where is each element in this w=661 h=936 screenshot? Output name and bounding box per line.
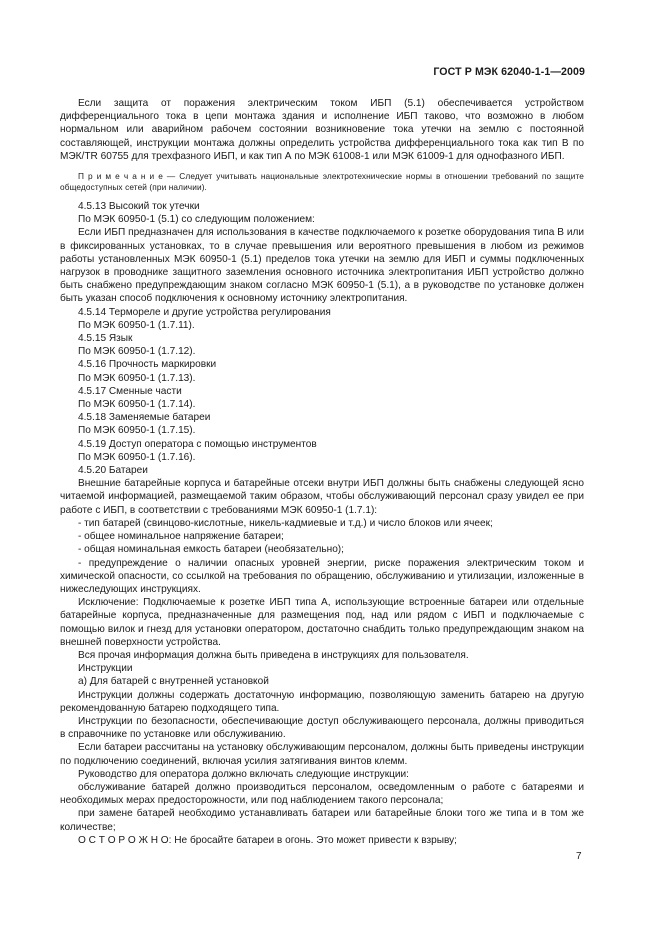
section-4-5-16-title: 4.5.16 Прочность маркировки xyxy=(78,359,217,371)
page-number: 7 xyxy=(576,851,582,862)
list-item: - общая номинальная емкость батареи (необязательно); xyxy=(78,544,344,556)
caution-text: Не бросайте батареи в огонь. Это может привести к взрыву; xyxy=(171,834,457,846)
section-4-5-13-title: 4.5.13 Высокий ток утечки xyxy=(78,201,200,213)
section-4-5-15-title: 4.5.15 Язык xyxy=(78,333,133,345)
list-item: - тип батарей (свинцово-кислотные, никель-кадмиевые и т.д.) и число блоков или ячеек; xyxy=(78,517,493,529)
caution-line xyxy=(60,834,584,847)
instructions-paragraph: Инструкции по безопасности, обеспечивающие доступ обслуживающего персонала, должны приводиться в справочнике по установке или обслуживанию. xyxy=(60,715,584,741)
section-4-5-19-ref: По МЭК 60950-1 (1.7.16). xyxy=(78,451,196,463)
instructions-paragraph: Инструкции должны содержать достаточную информацию, позволяющую заменить батарею на другую рекомендованную батарею подходящего типа. xyxy=(60,689,584,714)
instructions-paragraph: Если батареи рассчитаны на установку обслуживающим персоналом, должны быть приведены инструкции по подключению соединений, включая усилия затягивания винтов клемм. xyxy=(60,742,584,767)
paragraph-rcd: Если защита от поражения электрическим током ИБП (5.1) обеспечивается устройством дифференциального тока в цепи монтажа здания и исполнение ИБП таково, что возможно в любом нормальном или аварийном рабочем состоянии возникновение тока утечки на землю с постоянной составляющей, инструкции монтажа должны определить устройства дифференциального тока как тип В по МЭК/TR 60755 для трехфазного ИБП, и как тип А по МЭК 61008-1 или МЭК 61009-1 для однофазного ИБП. xyxy=(60,98,584,162)
section-4-5-18-ref: По МЭК 60950-1 (1.7.15). xyxy=(78,425,196,437)
section-4-5-15-ref: По МЭК 60950-1 (1.7.12). xyxy=(78,346,196,358)
list-item: - общее номинальное напряжение батареи; xyxy=(78,531,284,543)
caution-label: О С Т О Р О Ж Н О: xyxy=(78,834,172,846)
instructions-paragraph: Руководство для оператора должно включать следующие инструкции: xyxy=(78,768,409,780)
section-4-5-16-ref: По МЭК 60950-1 (1.7.13). xyxy=(78,372,196,384)
exception-paragraph: Исключение: Подключаемые к розетке ИБП типа А, использующие встроенные батареи или отдельные батарейные корпуса, предназначенные для размещения под, над или рядом с ИБП и подключаемые с помощью вилок и гнезд для установки оператором, достаточно снабдить только предупреждающим знаком на внешней поверхности устройства. xyxy=(60,597,584,648)
instructions-item-a: а) Для батарей с внутренней установкой xyxy=(78,676,269,688)
document-body xyxy=(60,97,584,847)
instructions-paragraph: обслуживание батарей должно производиться персоналом, осведомленным о работе с батареями и необходимых мерах предосторожности, или под наблюдением такого персонала; xyxy=(60,781,584,807)
section-4-5-20-body: Внешние батарейные корпуса и батарейные отсеки внутри ИБП должны быть снабжены следующей ясно читаемой информацией, размещаемой таким образом, чтобы обслуживающий персонал сразу увидел ее при работе с ИБП, в соответствии с требованиями МЭК 60950-1 (1.7.1): xyxy=(60,478,584,516)
instructions-paragraph: при замене батарей необходимо устанавливать батареи или батарейные блоки того же типа и в том же количестве; xyxy=(60,808,584,833)
section-4-5-13-ref: По МЭК 60950-1 (5.1) со следующим положением: xyxy=(78,214,315,226)
note xyxy=(60,171,584,193)
section-4-5-13-body: Если ИБП предназначен для использования в качестве подключаемого к розетке оборудования типа В или в фиксированных установках, то в случае превышения или вероятного превышения в любом из режимов работы установленных МЭК 60950-1 (5.1) пределов тока утечки на землю для ИБП и суммы подключенных нагрузок в проводнике защитного заземления основного источника электропитания ИБП устройство должно быть снабжено предупреждающим знаком согласно МЭК 60950-1 (5.1), а в руководстве по установке должен быть указан способ подключения к основному источнику электропитания. xyxy=(60,227,584,305)
section-4-5-14-title: 4.5.14 Термореле и другие устройства регулирования xyxy=(78,306,331,318)
section-4-5-17-title: 4.5.17 Сменные части xyxy=(78,385,182,397)
instructions-heading: Инструкции xyxy=(78,663,133,675)
list-item: - предупреждение о наличии опасных уровней энергии, риске поражения электрическим током и химической опасности, со ссылкой на требования по обращению, обслуживанию и утилизации, изложенные в нижеследующих инструкциях. xyxy=(60,557,584,595)
section-4-5-14-ref: По МЭК 60950-1 (1.7.11). xyxy=(78,319,195,331)
section-4-5-19-title: 4.5.19 Доступ оператора с помощью инструментов xyxy=(78,438,317,450)
section-4-5-20-title: 4.5.20 Батареи xyxy=(78,465,148,477)
note-label: П р и м е ч а н и е xyxy=(78,171,163,182)
note-text: — Следует учитывать национальные электротехнические нормы в отношении требований по защите общедоступных сетей (при наличии). xyxy=(60,171,584,193)
document-header: ГОСТ Р МЭК 62040-1-1—2009 xyxy=(433,66,585,78)
section-4-5-18-title: 4.5.18 Заменяемые батареи xyxy=(78,412,211,424)
section-4-5-17-ref: По МЭК 60950-1 (1.7.14). xyxy=(78,399,196,411)
other-info-paragraph: Вся прочая информация должна быть приведена в инструкциях для пользователя. xyxy=(78,649,469,661)
